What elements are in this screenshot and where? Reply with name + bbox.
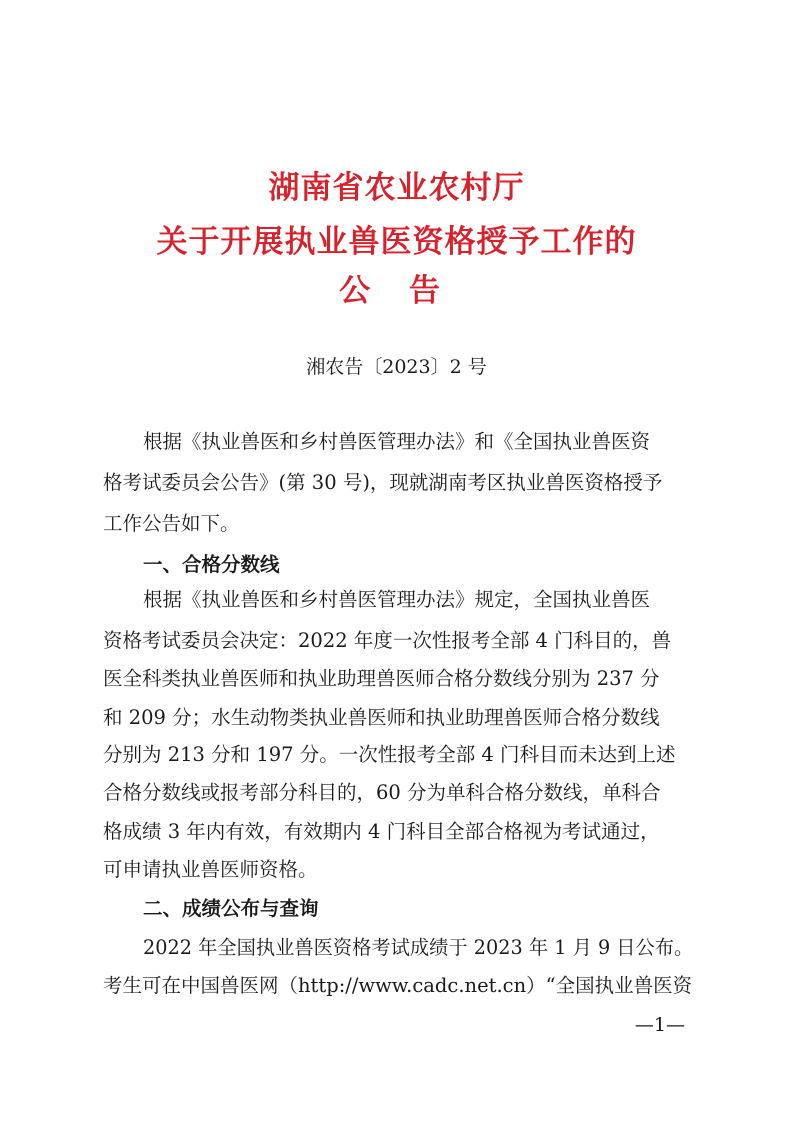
section-heading-2: 二、成绩公布与查询 xyxy=(143,897,319,920)
paragraph-line: 根据《执业兽医和乡村兽医管理办法》规定，全国执业兽医 xyxy=(143,588,651,611)
paragraph-line: 合格分数线或报考部分科目的，60 分为单科合格分数线，单科合 xyxy=(103,781,661,804)
title-line-2: 关于开展执业兽医资格授予工作的 xyxy=(156,224,637,260)
title-line-3: 公 告 xyxy=(339,273,454,309)
paragraph-line: 可申请执业兽医师资格。 xyxy=(103,858,318,881)
paragraph-line: 格考试委员会公告》(第 30 号)，现就湖南考区执业兽医资格授予 xyxy=(103,471,663,494)
page-number: —1— xyxy=(634,1014,685,1036)
paragraph-line: 2022 年全国执业兽医资格考试成绩于 2023 年 1 月 9 日公布。 xyxy=(143,936,694,959)
paragraph-line: 工作公告如下。 xyxy=(103,512,240,535)
paragraph-line: 和 209 分；水生动物类执业兽医师和执业助理兽医师合格分数线 xyxy=(103,706,660,729)
document-number: 湘农告〔2023〕2 号 xyxy=(306,356,487,378)
paragraph-line: 考生可在中国兽医网（http://www.cadc.net.cn）“全国执业兽医资 xyxy=(103,974,693,997)
paragraph-line: 根据《执业兽医和乡村兽医管理办法》和《全国执业兽医资 xyxy=(143,430,651,453)
paragraph-line: 格成绩 3 年内有效，有效期内 4 门科目全部合格视为考试通过， xyxy=(103,820,660,843)
title-line-1: 湖南省农业农村厅 xyxy=(268,170,525,206)
paragraph-line: 资格考试委员会决定：2022 年度一次性报考全部 4 门科目的，兽 xyxy=(103,629,672,652)
paragraph-line: 医全科类执业兽医师和执业助理兽医师合格分数线分别为 237 分 xyxy=(103,667,660,690)
paragraph-line: 分别为 213 分和 197 分。一次性报考全部 4 门科目而未达到上述 xyxy=(103,743,676,766)
section-heading-1: 一、合格分数线 xyxy=(143,553,280,576)
